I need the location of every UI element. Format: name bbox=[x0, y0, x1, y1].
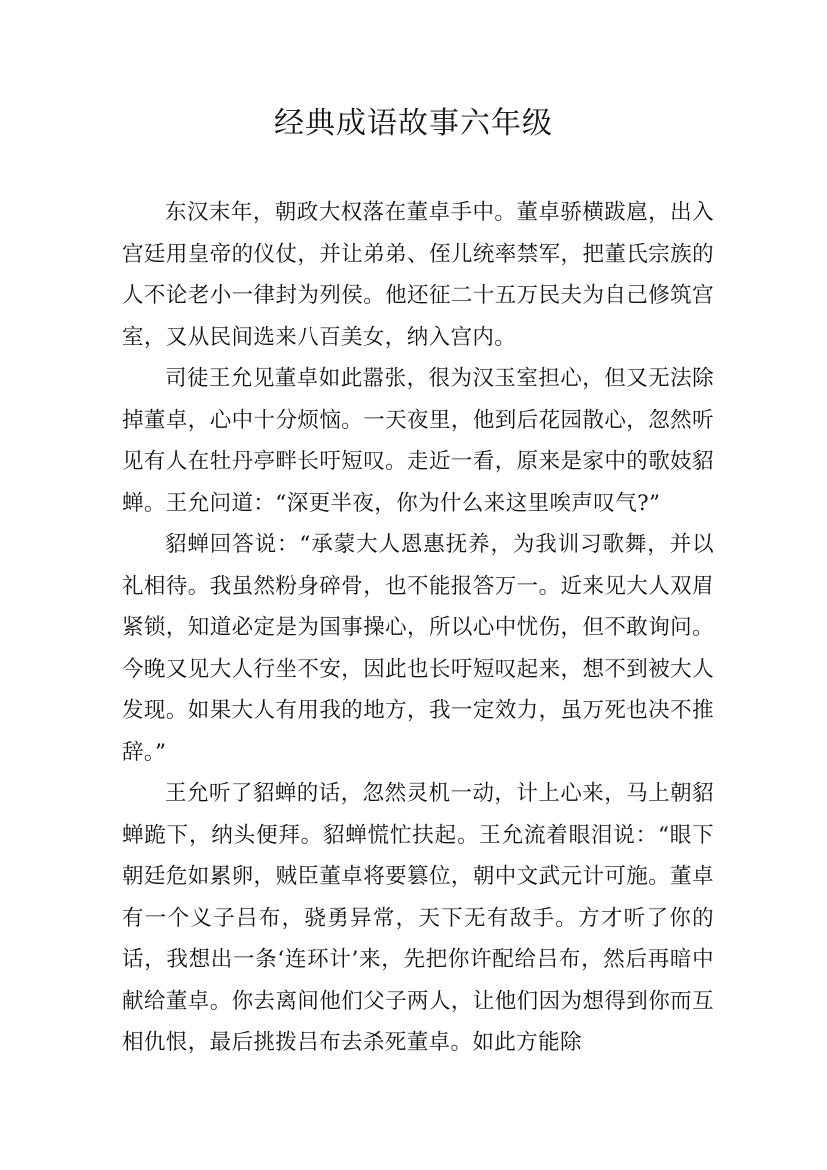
paragraph-3: 貂蝉回答说：“承蒙大人恩惠抚养，为我训习歌舞，并以礼相待。我虽然粉身碎骨，也不能报答万一。近来见大人双眉紧锁，知道必定是为国事操心，所以心中忧伤，但不敢询问。今晚又见大人行坐不安，因此也长吁短叹起来，想不到被大人发现。如果大人有用我的地方，我一定效力，虽万死也决不推辞。” bbox=[122, 532, 714, 765]
paragraph-2: 司徒王允见董卓如此嚣张，很为汉玉室担心，但又无法除掉董卓，心中十分烦恼。一天夜里，他到后花园散心，忽然听见有人在牡丹亭畔长吁短叹。走近一看，原来是家中的歌妓貂蝉。王允问道：“深更半夜，你为什么来这里唉声叹气?” bbox=[122, 366, 714, 516]
paragraph-4: 王允听了貂蝉的话，忽然灵机一动，计上心来，马上朝貂蝉跪下，纳头便拜。貂蝉慌忙扶起。王允流着眼泪说：“眼下朝廷危如累卵，贼臣董卓将要篡位，朝中文武元计可施。董卓有一个义子吕布，骁勇异常，天下无有敌手。方才听了你的话，我想出一条‘连环计’来，先把你许配给吕布，然后再暗中献给董卓。你去离间他们父子两人，让他们因为想得到你而互相仇恨，最后挑拨吕布去杀死董卓。如此方能除 bbox=[122, 781, 714, 1055]
document-body bbox=[122, 192, 714, 1064]
document-title: 经典成语故事六年级 bbox=[274, 106, 553, 141]
paragraph-1: 东汉末年，朝政大权落在董卓手中。董卓骄横跋扈，出入宫廷用皇帝的仪仗，并让弟弟、侄儿统率禁军，把董氏宗族的人不论老小一律封为列侯。他还征二十五万民夫为自己修筑宫室，又从民间选来八百美女，纳入宫内。 bbox=[122, 200, 714, 350]
